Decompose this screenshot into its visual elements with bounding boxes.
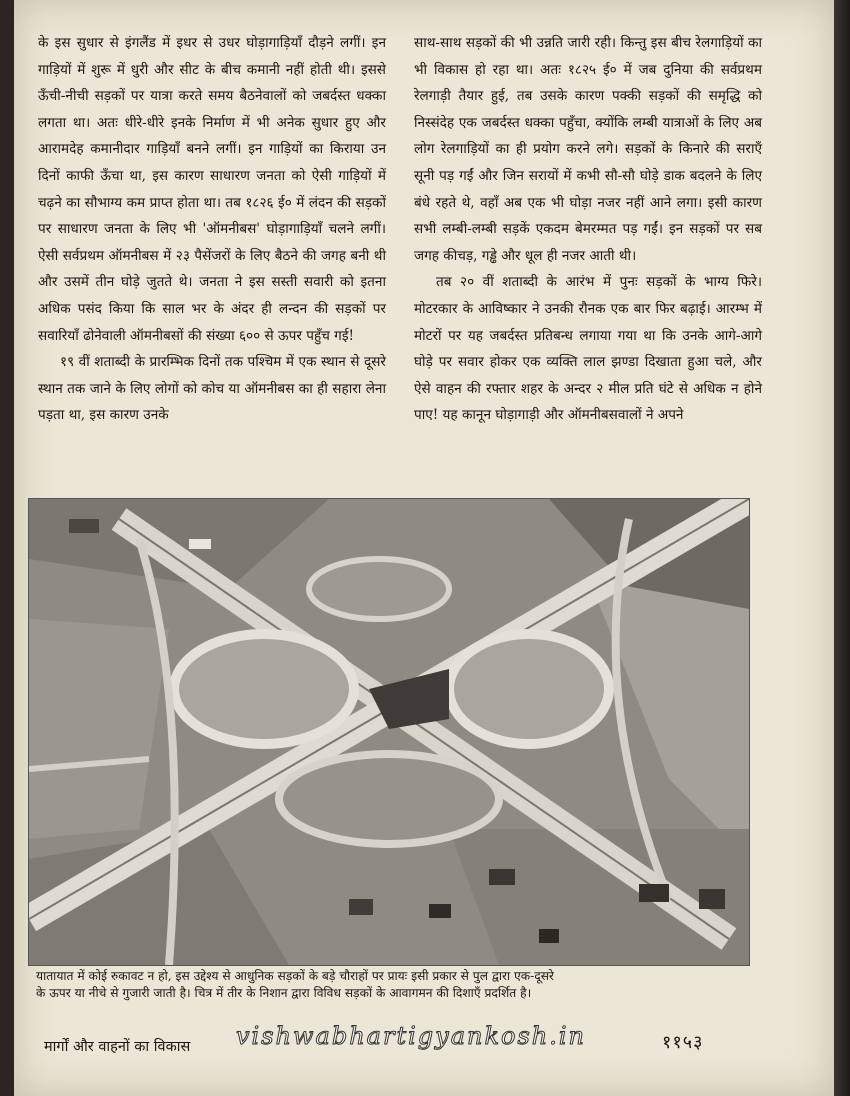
caption-line-1: यातायात में कोई रुकावट न हो, इस उद्देश्य से आधुनिक सड़कों के बड़े चौराहों पर प्रायः इसी प्रकार से पुल द्वारा एक-दूसरे	[36, 969, 554, 983]
left-text-column	[38, 30, 386, 429]
right-paragraph-2: तब २० वीं शताब्दी के आरंभ में पुनः सड़कों के भाग्य फिरे। मोटरकार के आविष्कार ने उनकी रौनक एक बार फिर बढ़ाई। आरम्भ में मोटरों पर यह जबर्दस्त प्रतिबन्ध लगाया गया था कि उनके आगे-आगे घोड़े पर सवार होकर एक व्यक्ति लाल झण्डा दिखाता हुआ चले, और ऐसे वाहन की रफ्तार शहर के अन्दर २ मील प्रति घंटे से अधिक न होने पाए! यह कानून घोड़ागाड़ी और ऑमनीबसवालों ने अपने	[414, 274, 762, 424]
right-text-column	[414, 30, 762, 429]
book-spine-edge	[834, 0, 850, 1096]
page-number: ११५३	[662, 1032, 704, 1053]
figure-caption	[36, 968, 748, 1002]
aerial-photo-illustration	[29, 499, 749, 965]
caption-line-2: के ऊपर या नीचे से गुजारी जाती है। चित्र में तीर के निशान द्वारा विविध सड़कों के आवागमन की दिशाएँ प्रदर्शित है।	[36, 986, 532, 1000]
running-footer-title: मार्गों और वाहनों का विकास	[44, 1039, 191, 1055]
watermark: vishwabhartigyankosh.in	[236, 1022, 586, 1050]
cloverleaf-interchange-photo	[28, 498, 750, 966]
right-paragraph-1: साथ-साथ सड़कों की भी उन्नति जारी रही। किन्तु इस बीच रेलगाड़ियों का भी विकास हो रहा था। अतः १८२५ ई० में जब दुनिया की सर्वप्रथम रेलगाड़ी तैयार हुई, तब उसके कारण पक्की सड़कों की समृद्धि को निस्संदेह एक जबर्दस्त धक्का पहुँचा, क्योंकि लम्बी यात्राओं के लिए अब लोग रेलगाड़ियों का ही प्रयोग करने लगे। सड़कों के किनारे की सराएँ सूनी पड़ गईं और जिन सरायों में कभी सौ-सौ घोड़े डाक बदलने के लिए बंधे रहते थे, वहाँ अब एक भी घोड़ा नजर नहीं आने लगा। इसी कारण सभी लम्बी-लम्बी सड़कें एकदम बेमरम्मत पड़ गईं। इन सड़कों पर सब जगह कीचड़, गड्ढे और धूल ही नजर आती थी।	[414, 35, 762, 264]
left-paragraph-2: १९ वीं शताब्दी के प्रारम्भिक दिनों तक पश्चिम में एक स्थान से दूसरे स्थान तक जाने के लिए लोगों को कोच या ऑमनीबस का ही सहारा लेना पड़ता था, इस कारण उनके	[38, 354, 386, 424]
book-page	[14, 0, 834, 1096]
left-paragraph-1: के इस सुधार से इंगलैंड में इधर से उधर घोड़ागाड़ियाँ दौड़ने लगीं। इन गाड़ियों में शुरू में धुरी और सीट के बीच कमानी नहीं होती थी। इससे ऊँची-नीची सड़कों पर यात्रा करते समय बैठनेवालों को जबर्दस्त धक्का लगता था। अतः धीरे-धीरे इनके निर्माण में भी अनेक सुधार हुए और आरामदेह कमानीदार गाड़ियाँ बनने लगीं। इन गाड़ियों का किराया उन दिनों काफी ऊँचा था, इस कारण साधारण जनता को ऐसी गाड़ियों में चढ़ने का सौभाग्य कम प्राप्त होता था। तब १८२६ ई० में लंदन की सड़कों पर साधारण जनता के लिए भी 'ऑमनीबस' घोड़ागाड़ियाँ चलने लगीं। ऐसी सर्वप्रथम ऑमनीबस में २३ पैसेंजरों के लिए बैठने की जगह बनी थी और उसमें तीन घोड़े जुतते थे। जनता ने इस सस्ती सवारी को इतना अधिक पसंद किया कि साल भर के अंदर ही लन्दन की सड़कों पर सवारियाँ ढोनेवाली ऑमनीबसों की संख्या ६०० से ऊपर पहुँच गई!	[38, 35, 386, 344]
